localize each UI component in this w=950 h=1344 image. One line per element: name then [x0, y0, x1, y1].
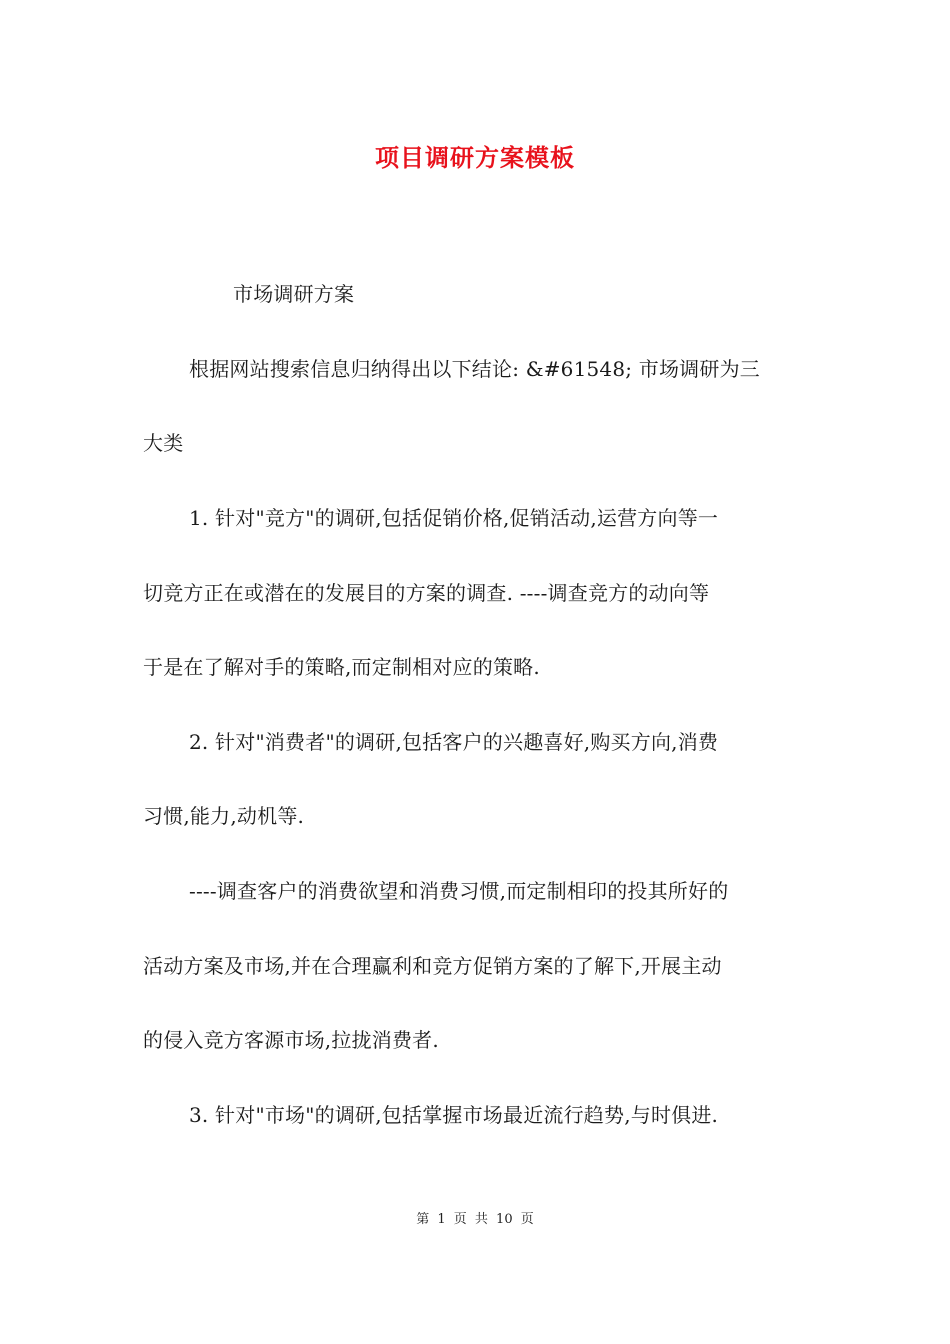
paragraph-line: 2. 针对"消费者"的调研,包括客户的兴趣喜好,购买方向,消费	[189, 730, 719, 754]
paragraph-line: 习惯,能力,动机等.	[143, 804, 305, 828]
paragraph-line: 于是在了解对手的策略,而定制相对应的策略.	[143, 655, 540, 679]
paragraph-line: 活动方案及市场,并在合理赢利和竞方促销方案的了解下,开展主动	[143, 954, 722, 978]
paragraph-line: 3. 针对"市场"的调研,包括掌握市场最近流行趋势,与时俱进.	[189, 1103, 719, 1127]
paragraph-line: 1. 针对"竞方"的调研,包括促销价格,促销活动,运营方向等一	[189, 506, 719, 530]
document-title: 项目调研方案模板	[375, 143, 575, 172]
paragraph-line: 切竞方正在或潜在的发展目的方案的调查. ----调查竞方的动向等	[143, 581, 710, 605]
page-number-footer: 第 1 页 共 10 页	[416, 1212, 534, 1227]
paragraph-line: ----调查客户的消费欲望和消费习惯,而定制相印的投其所好的	[189, 879, 729, 903]
paragraph-line: 的侵入竞方客源市场,拉拢消费者.	[143, 1028, 439, 1052]
section-heading: 市场调研方案	[233, 282, 355, 306]
paragraph-line: 大类	[143, 431, 184, 455]
paragraph-line: 根据网站搜索信息归纳得出以下结论: &#61548; 市场调研为三	[189, 357, 760, 381]
